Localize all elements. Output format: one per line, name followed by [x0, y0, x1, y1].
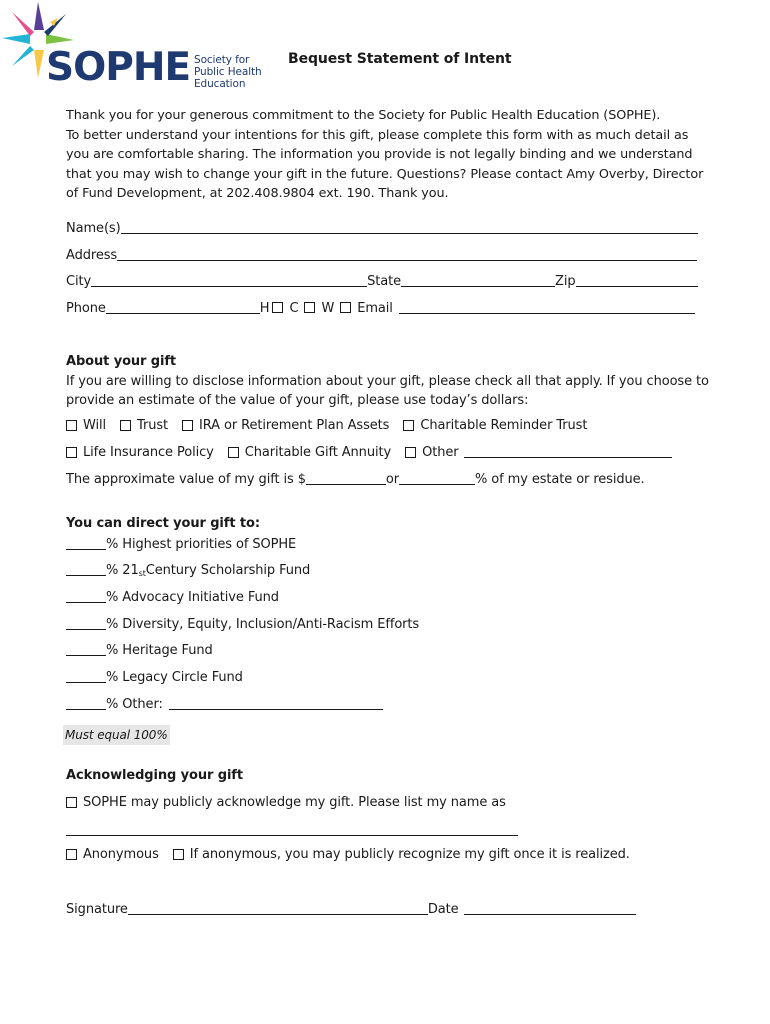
- charitable-reminder-trust-checkbox[interactable]: [403, 420, 414, 431]
- charitable-gift-annuity-checkbox[interactable]: [228, 447, 239, 458]
- city-label: City: [66, 274, 92, 289]
- w-checkbox[interactable]: [340, 302, 351, 313]
- date-label: Date: [427, 902, 459, 917]
- gift-value-row: [66, 471, 645, 487]
- about-heading: About your gift: [66, 354, 177, 369]
- direct-item: % Other:: [66, 696, 383, 712]
- recognize-option[interactable]: If anonymous, you may publicly recognize my gift once it is realized.: [173, 847, 630, 862]
- value-prefix: The approximate value of my gift is $: [66, 472, 306, 487]
- ira-option[interactable]: IRA or Retirement Plan Assets: [182, 418, 389, 433]
- email-label: Email: [357, 301, 393, 316]
- anonymous-row: [66, 847, 644, 862]
- about-line2: provide an estimate of the value of your gift, please use today’s dollars:: [66, 393, 529, 408]
- value-suffix: % of my estate or residue.: [475, 472, 645, 487]
- direct-item: % 21 $_{st}$ Century Scholarship Fund: [66, 562, 310, 578]
- percent-field[interactable]: [66, 589, 106, 603]
- charitable-gift-annuity-option[interactable]: Charitable Gift Annuity: [228, 445, 391, 460]
- other-option[interactable]: Other: [405, 445, 458, 460]
- direct-item: % Advocacy Initiative Fund: [66, 589, 279, 605]
- state-field[interactable]: [401, 273, 555, 287]
- zip-field[interactable]: [576, 273, 698, 287]
- other-direct-field[interactable]: [169, 696, 383, 710]
- acknowledge-row: [66, 795, 520, 810]
- zip-label: Zip: [555, 274, 576, 289]
- date-field[interactable]: [464, 901, 636, 915]
- c-label: C: [289, 301, 299, 316]
- city-row: [66, 273, 698, 289]
- direct-heading: You can direct your gift to:: [66, 516, 260, 531]
- percent-field[interactable]: [66, 536, 106, 550]
- publicly-option[interactable]: SOPHE may publicly acknowledge my gift. Please list my name as: [66, 795, 506, 810]
- about-line1: If you are willing to disclose information about your gift, please check all that apply. If you choose to: [66, 373, 709, 389]
- percent-field[interactable]: [66, 669, 106, 683]
- trust-checkbox[interactable]: [120, 420, 131, 431]
- value-dollars-field[interactable]: [306, 471, 386, 485]
- phone-label: Phone: [66, 301, 106, 316]
- direct-item: % Heritage Fund: [66, 642, 213, 658]
- h-checkbox[interactable]: [272, 302, 283, 313]
- gift-type-row2: [66, 444, 672, 460]
- anonymous-checkbox[interactable]: [66, 849, 77, 860]
- signature-label: Signature: [66, 902, 128, 917]
- acknowledge-name-field[interactable]: [66, 834, 518, 836]
- percent-field[interactable]: [66, 562, 106, 576]
- value-percent-field[interactable]: [399, 471, 475, 485]
- recognize-checkbox[interactable]: [173, 849, 184, 860]
- logo-wordmark: SOPHE: [46, 45, 191, 90]
- direct-item: % Legacy Circle Fund: [66, 669, 243, 685]
- value-or: or: [385, 472, 399, 487]
- phone-row: [66, 300, 695, 316]
- trust-option[interactable]: Trust: [120, 418, 168, 433]
- gift-type-row1: [66, 418, 601, 433]
- state-label: State: [367, 274, 402, 289]
- other-field[interactable]: [464, 444, 672, 458]
- sophe-logo: [0, 0, 270, 92]
- will-checkbox[interactable]: [66, 420, 77, 431]
- phone-field[interactable]: [106, 300, 260, 314]
- life-insurance-option[interactable]: Life Insurance Policy: [66, 445, 214, 460]
- c-checkbox[interactable]: [304, 302, 315, 313]
- address-field[interactable]: [117, 247, 697, 261]
- signature-field[interactable]: [128, 901, 428, 915]
- email-field[interactable]: [399, 300, 695, 314]
- page-title: Bequest Statement of Intent: [288, 51, 512, 67]
- other-checkbox[interactable]: [405, 447, 416, 458]
- w-label: W: [321, 301, 335, 316]
- acknowledge-heading: Acknowledging your gift: [66, 768, 243, 783]
- percent-field[interactable]: [66, 696, 106, 710]
- publicly-checkbox[interactable]: [66, 797, 77, 808]
- will-option[interactable]: Will: [66, 418, 106, 433]
- ira-checkbox[interactable]: [182, 420, 193, 431]
- address-label: Address: [66, 248, 118, 263]
- names-label: Name(s): [66, 221, 121, 236]
- logo-subtitle: Society for Public Health Education: [194, 54, 262, 90]
- anonymous-option[interactable]: Anonymous: [66, 847, 159, 862]
- life-insurance-checkbox[interactable]: [66, 447, 77, 458]
- charitable-reminder-trust-option[interactable]: Charitable Reminder Trust: [403, 418, 587, 433]
- percent-field[interactable]: [66, 616, 106, 630]
- intro-paragraph: Thank you for your generous commitment to the Society for Public Health Education (SOPHE). To better understand your intentions for this gift, please complete this form with as much detail as you are comfortable sharing. The information you provide is not legally binding and we understand that you may wish to change your gift in the future. Questions? Please contact Amy Overby, Director of Fund Development, at 202.408.9804 ext. 190. Thank you.: [66, 108, 704, 201]
- h-label: H: [259, 301, 270, 316]
- percent-field[interactable]: [66, 642, 106, 656]
- signature-row: [66, 901, 636, 917]
- about-section: [66, 352, 716, 411]
- direct-item: % Highest priorities of SOPHE: [66, 536, 296, 552]
- direct-item: % Diversity, Equity, Inclusion/Anti-Racism Efforts: [66, 616, 419, 632]
- address-row: [66, 247, 697, 263]
- must-equal-note: Must equal 100%: [63, 725, 170, 745]
- names-field[interactable]: [121, 220, 698, 234]
- city-field[interactable]: [91, 273, 367, 287]
- names-row: [66, 220, 698, 236]
